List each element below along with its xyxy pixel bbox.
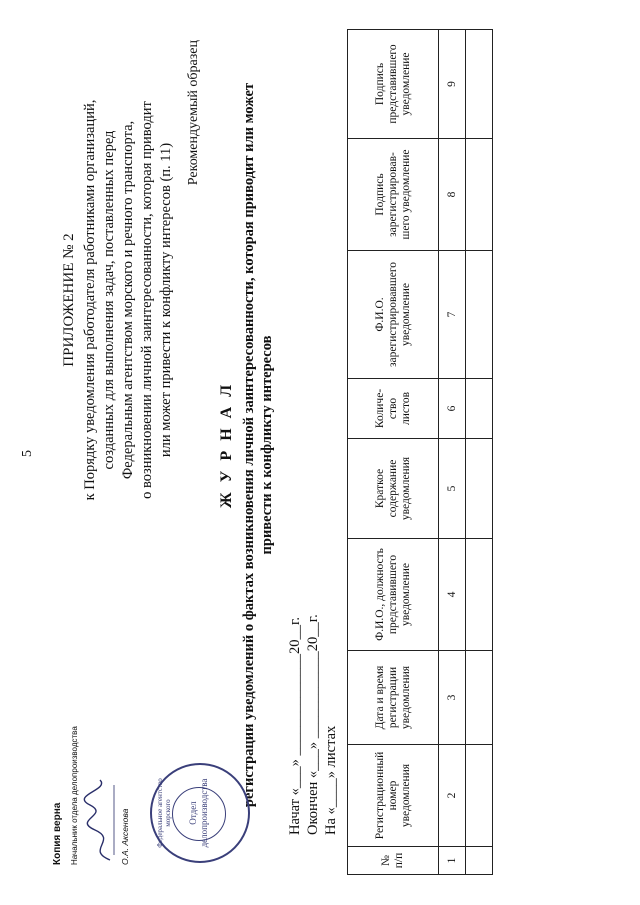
signer-name: О.А. Аксенова (120, 808, 130, 865)
empty-cell (466, 139, 493, 251)
header-cell: Краткое содержание уведомления (348, 439, 439, 539)
header-cell: Регистрационный номер уведомления (348, 745, 439, 847)
registration-table (347, 29, 493, 875)
empty-cell (466, 251, 493, 379)
header-cell: Ф.И.О., должность представившего уведомление (348, 539, 439, 651)
appendix-line: к Порядку уведомления работодателя работниками организаций, (82, 99, 98, 501)
appendix-line: созданных для выполнения задач, поставленных перед (101, 130, 117, 470)
journal-subtitle-line: привести к конфликту интересов (259, 335, 275, 555)
table-header-row (348, 30, 439, 875)
number-cell: 7 (439, 251, 466, 379)
journal-dates (286, 614, 340, 835)
number-cell: 2 (439, 745, 466, 847)
header-cell: Подпись зарегистрировав-шего уведомление (348, 139, 439, 251)
number-cell: 1 (439, 847, 466, 875)
copy-certified-label: Копия верна (52, 802, 63, 865)
number-cell: 8 (439, 139, 466, 251)
journal-subtitle (240, 55, 276, 835)
stamp-inner-line: Отдел (188, 801, 198, 825)
empty-cell (466, 539, 493, 651)
empty-cell (466, 379, 493, 439)
department-stamp (150, 763, 250, 863)
number-cell: 3 (439, 651, 466, 745)
appendix-block (60, 40, 176, 560)
journal-subtitle-line: регистрации уведомлений о фактах возникновения личной заинтересованности, которая приводит или может (241, 82, 257, 808)
empty-cell (466, 30, 493, 139)
appendix-line: или может привести к конфликту интересов (п. 11) (158, 142, 174, 458)
page-number: 5 (20, 450, 35, 457)
header-cell: Подпись представившего уведомление (348, 30, 439, 139)
empty-cell (466, 745, 493, 847)
signature-icon (80, 775, 120, 865)
empty-cell (466, 651, 493, 745)
appendix-line: Федеральным агентством морского и речного транспорта, (120, 120, 136, 480)
stamp-inner-line: делопроизводства (199, 778, 209, 848)
number-cell: 4 (439, 539, 466, 651)
stamp-ring-text: Федеральное агентство морского (156, 778, 172, 848)
header-cell: № п/п (348, 847, 439, 875)
sheets-count: На «____» листах (323, 725, 339, 835)
recommended-sample-label: Рекомендуемый образец (186, 40, 201, 186)
finished-date: Окончен «___» ____________20__г. (305, 614, 321, 835)
started-date: Начат «___» ______________20__г. (287, 617, 303, 835)
number-cell: 5 (439, 439, 466, 539)
empty-cell (466, 847, 493, 875)
header-cell: Ф.И.О. зарегистрировавшего уведомление (348, 251, 439, 379)
appendix-line: о возникновении личной заинтересованности, которая приводит (139, 101, 155, 499)
stamp-inner-text (188, 765, 210, 861)
header-cell: Количе-ство листов (348, 379, 439, 439)
journal-title: Ж У Р Н А Л (218, 381, 235, 509)
table-row (466, 30, 493, 875)
number-cell: 9 (439, 30, 466, 139)
table-number-row (439, 30, 466, 875)
head-of-department-label: Начальник отдела делопроизводства (70, 726, 79, 865)
header-cell: Дата и время регистрации уведомления (348, 651, 439, 745)
empty-cell (466, 439, 493, 539)
appendix-title: ПРИЛОЖЕНИЕ № 2 (61, 233, 77, 367)
number-cell: 6 (439, 379, 466, 439)
